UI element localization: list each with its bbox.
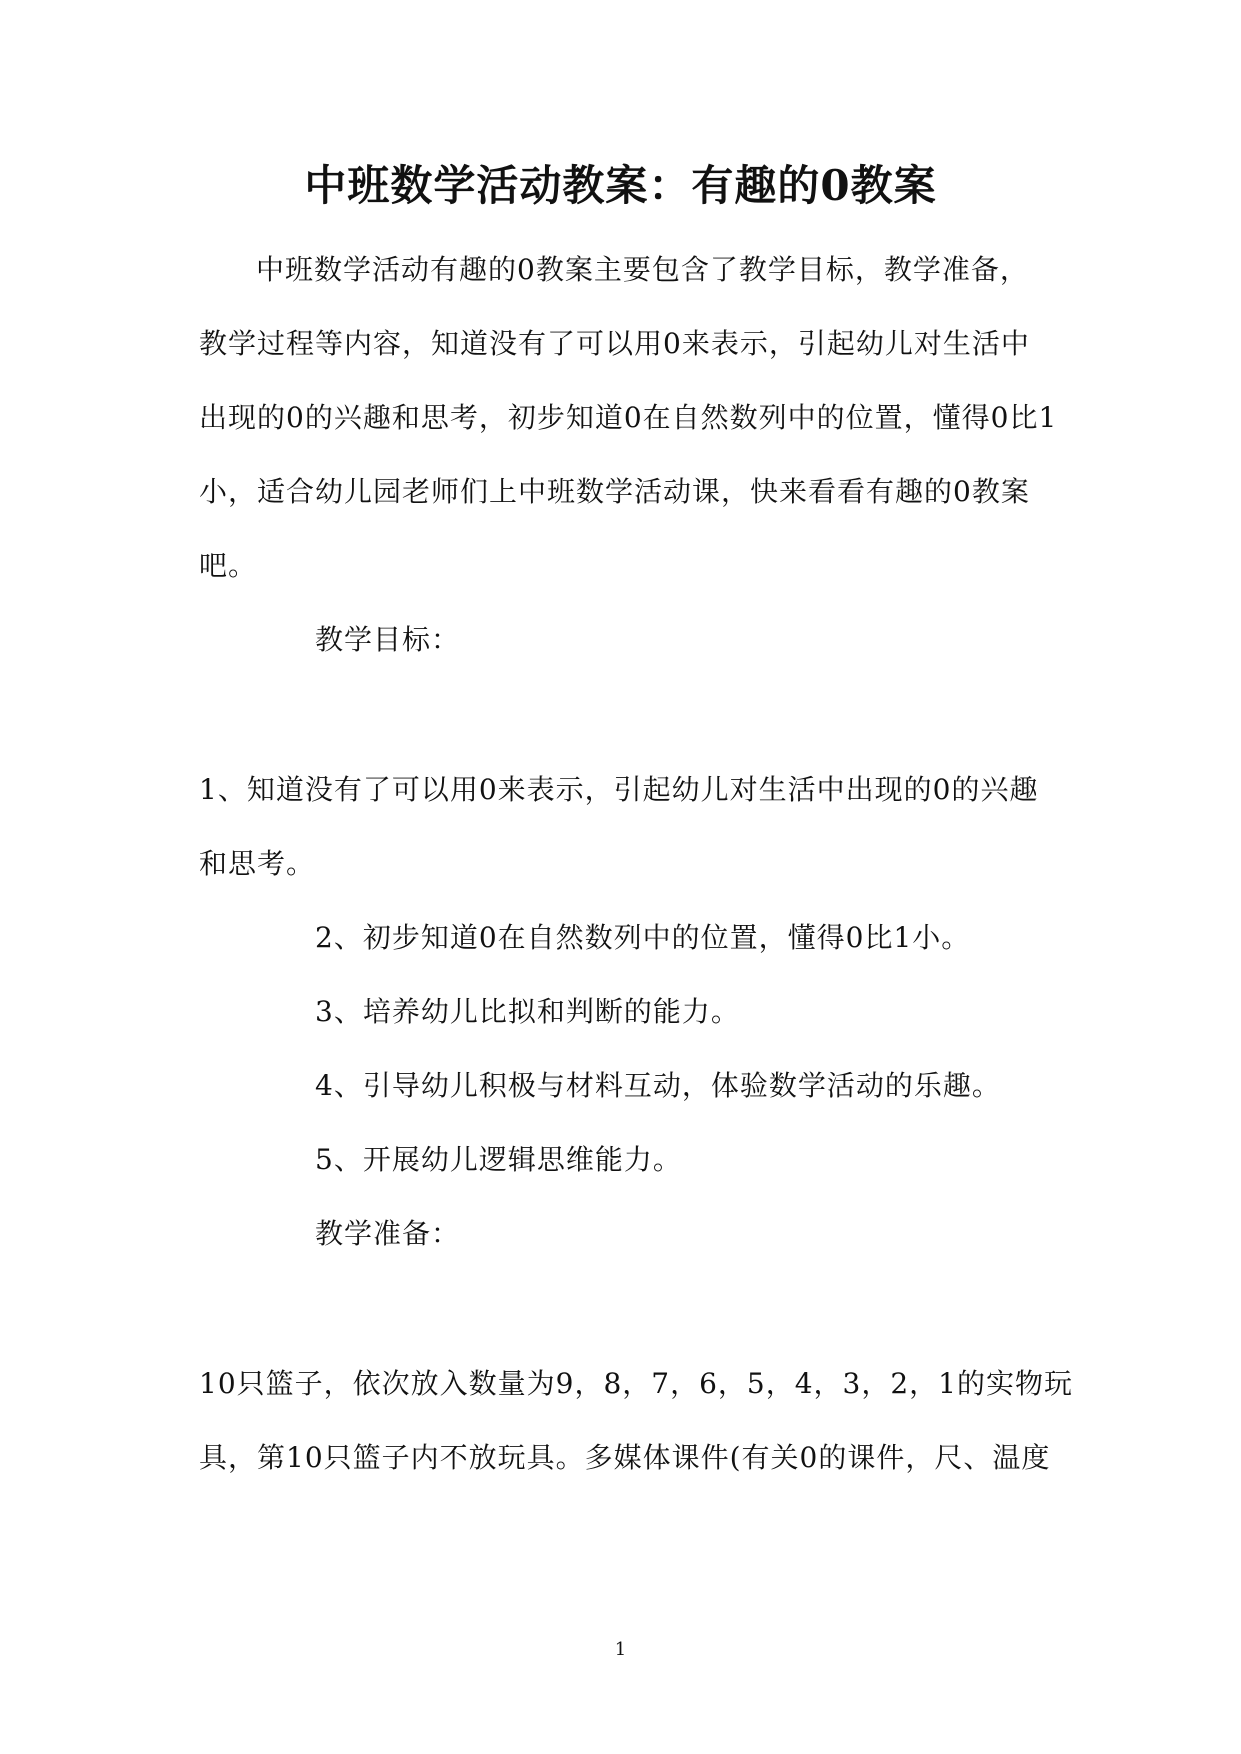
intro-line-2: 教学过程等内容，知道没有了可以用0来表示，引起幼儿对生活中	[199, 327, 1030, 360]
goal-5: 5、开展幼儿逻辑思维能力。	[315, 1143, 682, 1176]
goal-3: 3、培养幼儿比拟和判断的能力。	[315, 995, 740, 1028]
page-number: 1	[614, 1639, 627, 1660]
prep-heading: 教学准备：	[315, 1217, 461, 1250]
goal-2: 2、初步知道0在自然数列中的位置，懂得0比1小。	[315, 921, 971, 954]
goal-1-line-2: 和思考。	[199, 847, 316, 880]
intro-line-1: 中班数学活动有趣的0教案主要包含了教学目标，教学准备，	[256, 253, 1029, 286]
goal-1-line-1: 1、知道没有了可以用0来表示，引起幼儿对生活中出现的0的兴趣	[199, 773, 1039, 806]
intro-line-4: 小，适合幼儿园老师们上中班数学活动课，快来看看有趣的0教案	[199, 475, 1030, 508]
goal-4: 4、引导幼儿积极与材料互动，体验数学活动的乐趣。	[315, 1069, 1001, 1102]
intro-line-3: 出现的0的兴趣和思考，初步知道0在自然数列中的位置，懂得0比1	[199, 401, 1058, 434]
document-title: 中班数学活动教案：有趣的0教案	[304, 161, 937, 210]
prep-line-2: 具，第10只篮子内不放玩具。多媒体课件(有关0的课件，尺、温度	[199, 1441, 1051, 1474]
intro-line-5: 吧。	[199, 549, 258, 582]
goals-heading: 教学目标：	[315, 623, 461, 656]
prep-line-1: 10只篮子，依次放入数量为9，8，7，6，5，4，3，2，1的实物玩	[199, 1367, 1073, 1400]
